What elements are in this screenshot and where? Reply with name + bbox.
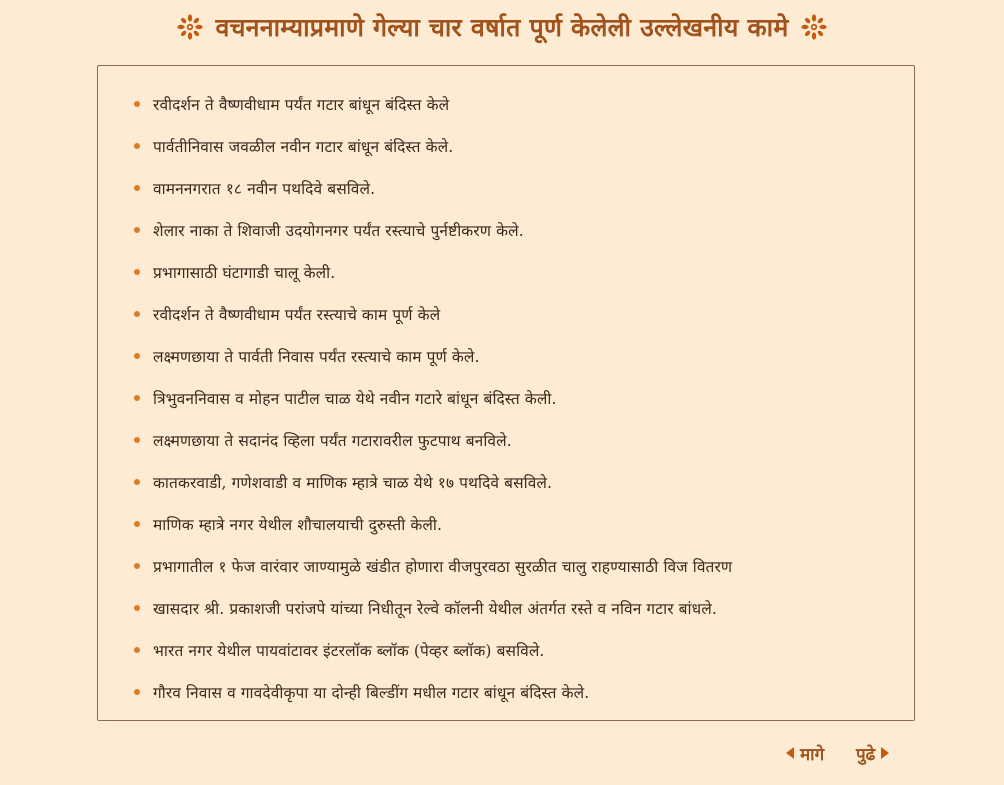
list-item [98, 168, 914, 210]
bullet-icon [134, 311, 140, 317]
list-item-text: भारत नगर येथील पायवांटावर इंटरलॉक ब्लॉक (पेव्हर ब्लॉक) बसविले. [153, 642, 545, 660]
page-header [0, 8, 1004, 46]
works-list-panel [97, 65, 915, 721]
list-item [98, 378, 914, 420]
list-item-text: पार्वतीनिवास जवळील नवीन गटार बांधून बंदिस्त केले. [153, 138, 454, 156]
list-item-text: प्रभागातील १ फेज वारंवार जाण्यामुळे खंडीत होणारा वीजपुरवठा सुरळीत चालु राहण्यासाठी विज वितरण [153, 558, 733, 576]
list-item-text: माणिक म्हात्रे नगर येथील शौचालयाची दुरुस्ती केली. [153, 516, 443, 534]
bullet-icon [134, 101, 140, 107]
bullet-icon [134, 353, 140, 359]
bullet-icon [134, 479, 140, 485]
list-item-text: लक्ष्मणछाया ते पार्वती निवास पर्यंत रस्त्याचे काम पूर्ण केले. [153, 348, 480, 366]
page-title: वचननाम्याप्रमाणे गेल्या चार वर्षात पूर्ण केलेली उल्लेखनीय कामे [215, 13, 789, 42]
bullet-icon [134, 185, 140, 191]
triangle-left-icon [786, 747, 794, 759]
bullet-icon [134, 269, 140, 275]
next-link[interactable] [856, 738, 889, 768]
list-item-text: कातकरवाडी, गणेशवाडी व माणिक म्हात्रे चाळ येथे १७ पथदिवे बसविले. [153, 474, 553, 492]
list-item [98, 336, 914, 378]
bullet-icon [134, 143, 140, 149]
list-item [98, 462, 914, 504]
list-item [98, 210, 914, 252]
previous-label: मागे [800, 744, 825, 765]
list-item-text: गौरव निवास व गावदेवीकृपा या दोन्ही बिल्डींग मधील गटार बांधून बंदिस्त केले. [153, 684, 590, 702]
list-item [98, 546, 914, 588]
list-item [98, 294, 914, 336]
flower-ornament-icon [800, 13, 828, 41]
triangle-right-icon [881, 747, 889, 759]
list-item [98, 252, 914, 294]
list-item [98, 504, 914, 546]
bullet-icon [134, 521, 140, 527]
bullet-icon [134, 605, 140, 611]
list-item-text: रवीदर्शन ते वैष्णवीधाम पर्यंत रस्त्याचे काम पूर्ण केले [153, 306, 441, 324]
list-item-text: वामननगरात १८ नवीन पथदिवे बसविले. [153, 180, 376, 198]
bullet-icon [134, 689, 140, 695]
list-item [98, 630, 914, 672]
bullet-icon [134, 647, 140, 653]
bullet-icon [134, 437, 140, 443]
works-list [98, 84, 914, 714]
bullet-icon [134, 563, 140, 569]
next-label: पुढे [856, 744, 876, 765]
list-item [98, 672, 914, 714]
previous-link[interactable] [786, 738, 824, 768]
list-item-text: रवीदर्शन ते वैष्णवीधाम पर्यंत गटार बांधून बंदिस्त केले [153, 96, 450, 114]
list-item-text: लक्ष्मणछाया ते सदानंद व्हिला पर्यंत गटारावरील फुटपाथ बनविले. [153, 432, 512, 450]
list-item-text: प्रभागासाठी घंटागाडी चालू केली. [153, 264, 336, 282]
list-item [98, 588, 914, 630]
bullet-icon [134, 395, 140, 401]
list-item [98, 84, 914, 126]
list-item-text: त्रिभुवननिवास व मोहन पाटील चाळ येथे नवीन गटारे बांधून बंदिस्त केली. [153, 390, 557, 408]
list-item-text: शेलार नाका ते शिवाजी उदयोगनगर पर्यंत रस्त्याचे पुर्नष्टीकरण केले. [153, 222, 524, 240]
list-item [98, 420, 914, 462]
list-item-text: खासदार श्री. प्रकाशजी परांजपे यांच्या निधीतून रेल्वे कॉलनी येथील अंतर्गत रस्ते व नविन गटार बांधले. [153, 600, 717, 618]
list-item [98, 126, 914, 168]
flower-ornament-icon [176, 13, 204, 41]
bullet-icon [134, 227, 140, 233]
